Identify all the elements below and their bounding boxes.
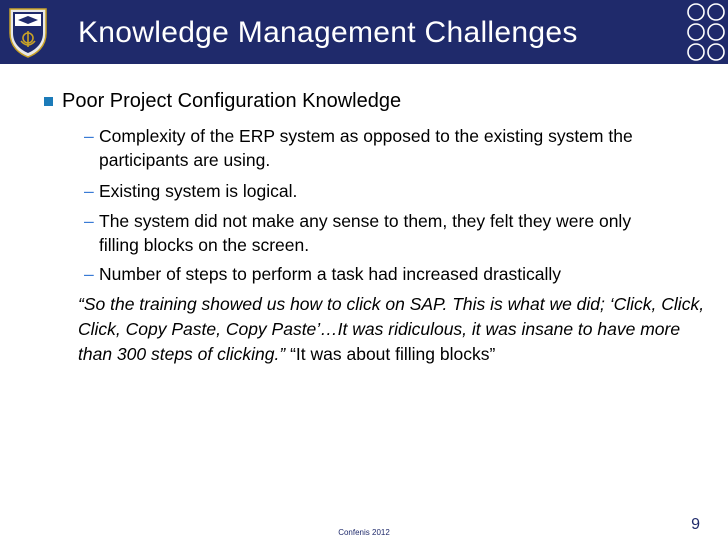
bullet-text: Poor Project Configuration Knowledge xyxy=(62,90,402,112)
subpoint-line: participants are using. xyxy=(99,150,271,170)
subpoint-line: Existing system is logical. xyxy=(99,181,298,201)
quote-italic: “So the training showed us how to click on SAP. This is what we did; ‘Click, Click, Click, Copy Paste, Copy Paste’…It was ridiculous, it was insane to have more than 300 steps of clicking.” xyxy=(78,294,705,364)
square-bullet-icon xyxy=(44,97,53,106)
university-crest-icon xyxy=(6,3,50,59)
dash-bullet-icon: – xyxy=(84,211,94,231)
subpoint-line: filling blocks on the screen. xyxy=(99,235,310,255)
dash-bullet-icon: – xyxy=(84,126,94,146)
dash-bullet-icon: – xyxy=(84,264,94,284)
page-number: 9 xyxy=(691,516,700,533)
slide-title: Knowledge Management Challenges xyxy=(78,16,578,49)
quote-plain: “It was about filling blocks” xyxy=(290,344,496,364)
slide-header xyxy=(0,0,728,64)
ring-grid-icon xyxy=(680,0,728,64)
footer-text: Confenis 2012 xyxy=(338,528,390,537)
subpoint-line: The system did not make any sense to them, they felt they were only xyxy=(99,211,632,231)
interview-quote xyxy=(78,292,718,367)
subpoint-line: Number of steps to perform a task had increased drastically xyxy=(99,264,562,284)
subpoint-line: Complexity of the ERP system as opposed to the existing system the xyxy=(99,126,633,146)
dash-bullet-icon: – xyxy=(84,181,94,201)
